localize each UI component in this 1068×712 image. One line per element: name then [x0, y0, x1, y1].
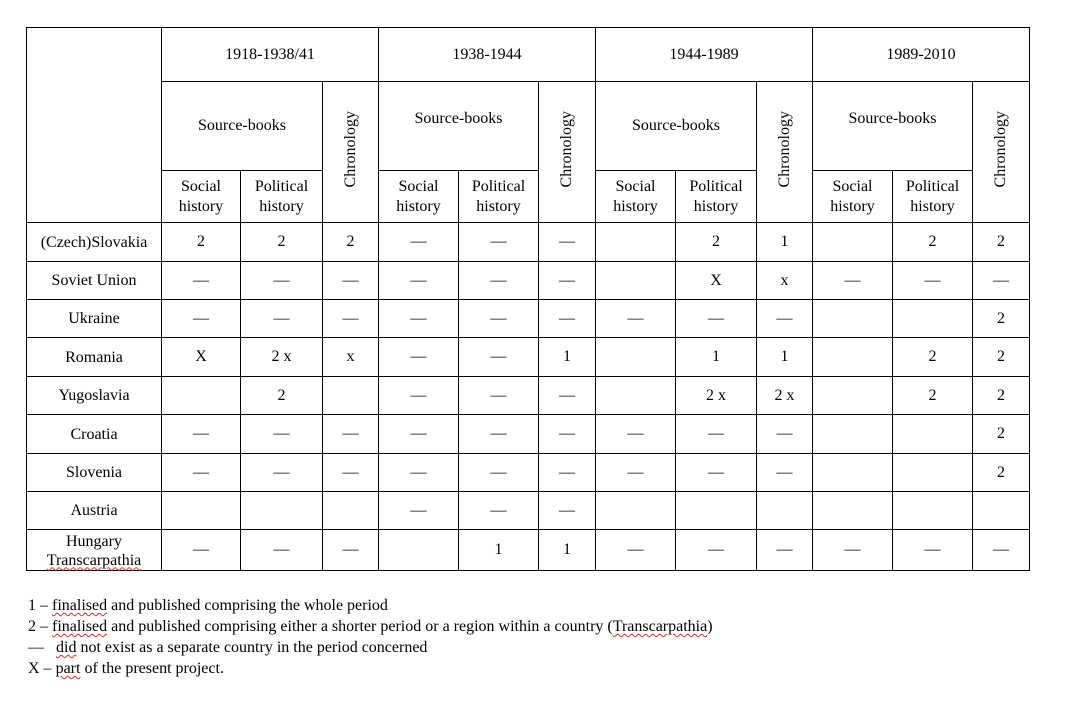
- value-cell: —: [459, 338, 539, 377]
- value-cell: 2: [893, 377, 973, 415]
- value-cell: [973, 492, 1030, 530]
- chronology-header: Chronology: [973, 82, 1030, 223]
- value-cell: [379, 530, 459, 571]
- value-cell: —: [539, 300, 596, 338]
- value-cell: —: [459, 262, 539, 300]
- political-history-header: Political history: [676, 171, 757, 223]
- value-cell: 2: [676, 223, 757, 262]
- value-cell: [323, 377, 379, 415]
- table-row: [27, 377, 1030, 415]
- value-cell: —: [241, 300, 323, 338]
- political-history-header: Political history: [459, 171, 539, 223]
- value-cell: —: [596, 415, 676, 454]
- value-cell: —: [241, 530, 323, 571]
- chronology-header: Chronology: [323, 82, 379, 223]
- value-cell: [893, 415, 973, 454]
- value-cell: —: [539, 262, 596, 300]
- value-cell: 1: [539, 338, 596, 377]
- legend-line-3: — did not exist as a separate country in the period concerned: [28, 639, 428, 656]
- value-cell: —: [757, 530, 813, 571]
- value-cell: —: [379, 492, 459, 530]
- value-cell: [813, 492, 893, 530]
- value-cell: [893, 454, 973, 492]
- value-cell: [162, 492, 241, 530]
- social-history-header: Social history: [162, 171, 241, 223]
- political-history-header: Political history: [893, 171, 973, 223]
- value-cell: [893, 300, 973, 338]
- legend-line-2: 2 – finalised and published comprising either a shorter period or a region within a country (Transcarpathia): [28, 618, 713, 635]
- value-cell: —: [973, 262, 1030, 300]
- value-cell: —: [539, 492, 596, 530]
- value-cell: —: [676, 454, 757, 492]
- value-cell: [813, 300, 893, 338]
- value-cell: [676, 492, 757, 530]
- value-cell: [596, 492, 676, 530]
- social-history-header: Social history: [379, 171, 459, 223]
- value-cell: —: [539, 223, 596, 262]
- value-cell: —: [459, 223, 539, 262]
- value-cell: —: [323, 300, 379, 338]
- value-cell: X: [676, 262, 757, 300]
- value-cell: —: [162, 415, 241, 454]
- period-header: 1918-1938/41: [162, 28, 379, 82]
- value-cell: —: [162, 530, 241, 571]
- country-cell: Romania: [27, 338, 162, 377]
- country-cell: Croatia: [27, 415, 162, 454]
- value-cell: —: [162, 300, 241, 338]
- corner-cell: [27, 28, 162, 223]
- value-cell: [813, 377, 893, 415]
- social-history-header: Social history: [596, 171, 676, 223]
- value-cell: 2: [893, 338, 973, 377]
- value-cell: —: [379, 415, 459, 454]
- value-cell: 2 x: [757, 377, 813, 415]
- value-cell: —: [676, 530, 757, 571]
- value-cell: 2: [973, 415, 1030, 454]
- value-cell: —: [459, 492, 539, 530]
- value-cell: [813, 415, 893, 454]
- value-cell: 1: [676, 338, 757, 377]
- political-history-header: Political history: [241, 171, 323, 223]
- value-cell: [757, 492, 813, 530]
- value-cell: —: [539, 415, 596, 454]
- value-cell: —: [596, 454, 676, 492]
- value-cell: 2: [241, 377, 323, 415]
- table-row: [27, 223, 1030, 262]
- value-cell: —: [757, 415, 813, 454]
- value-cell: —: [539, 454, 596, 492]
- social-history-header: Social history: [813, 171, 893, 223]
- value-cell: 2: [893, 223, 973, 262]
- table-row: [27, 492, 1030, 530]
- value-cell: —: [676, 300, 757, 338]
- period-header: 1944-1989: [596, 28, 813, 82]
- source-books-header: Source-books: [379, 82, 539, 171]
- country-cell: Slovenia: [27, 454, 162, 492]
- value-cell: —: [893, 530, 973, 571]
- source-books-header-row: [27, 82, 1030, 171]
- value-cell: [162, 377, 241, 415]
- value-cell: [596, 377, 676, 415]
- source-books-header: Source-books: [162, 82, 323, 171]
- value-cell: —: [241, 415, 323, 454]
- value-cell: —: [379, 262, 459, 300]
- value-cell: —: [379, 300, 459, 338]
- country-cell: Soviet Union: [27, 262, 162, 300]
- value-cell: —: [162, 454, 241, 492]
- value-cell: —: [813, 530, 893, 571]
- value-cell: 1: [459, 530, 539, 571]
- table-row: [27, 338, 1030, 377]
- subheader-row: [27, 171, 1030, 223]
- value-cell: 2 x: [241, 338, 323, 377]
- value-cell: —: [973, 530, 1030, 571]
- legend-line-4: X – part of the present project.: [28, 660, 224, 677]
- country-cell: Hungary Transcarpathia: [27, 530, 162, 571]
- value-cell: [596, 338, 676, 377]
- value-cell: —: [539, 377, 596, 415]
- value-cell: —: [241, 262, 323, 300]
- value-cell: —: [379, 338, 459, 377]
- value-cell: 2: [973, 300, 1030, 338]
- value-cell: 2: [973, 338, 1030, 377]
- value-cell: —: [813, 262, 893, 300]
- value-cell: —: [459, 377, 539, 415]
- table-row: [27, 415, 1030, 454]
- value-cell: —: [162, 262, 241, 300]
- value-cell: 1: [757, 223, 813, 262]
- table-row: [27, 530, 1030, 571]
- value-cell: —: [596, 300, 676, 338]
- value-cell: —: [379, 454, 459, 492]
- value-cell: 2: [973, 454, 1030, 492]
- legend-line-1: 1 – finalised and published comprising the whole period: [28, 597, 388, 614]
- value-cell: [813, 454, 893, 492]
- value-cell: [893, 492, 973, 530]
- value-cell: [813, 223, 893, 262]
- value-cell: [813, 338, 893, 377]
- value-cell: 2 x: [676, 377, 757, 415]
- value-cell: 2: [973, 377, 1030, 415]
- period-header: 1989-2010: [813, 28, 1030, 82]
- country-cell: Yugoslavia: [27, 377, 162, 415]
- source-books-table: [26, 27, 1030, 571]
- value-cell: [596, 262, 676, 300]
- source-books-header: Source-books: [813, 82, 973, 171]
- chronology-header: Chronology: [757, 82, 813, 223]
- chronology-header: Chronology: [539, 82, 596, 223]
- value-cell: —: [757, 454, 813, 492]
- value-cell: —: [676, 415, 757, 454]
- value-cell: —: [757, 300, 813, 338]
- country-cell: Ukraine: [27, 300, 162, 338]
- value-cell: —: [323, 415, 379, 454]
- table-row: [27, 300, 1030, 338]
- value-cell: 2: [323, 223, 379, 262]
- source-books-header: Source-books: [596, 82, 757, 171]
- country-cell: (Czech)Slovakia: [27, 223, 162, 262]
- value-cell: [241, 492, 323, 530]
- country-cell: Austria: [27, 492, 162, 530]
- value-cell: 2: [241, 223, 323, 262]
- value-cell: [323, 492, 379, 530]
- value-cell: X: [162, 338, 241, 377]
- value-cell: —: [596, 530, 676, 571]
- value-cell: 1: [757, 338, 813, 377]
- period-header: 1938-1944: [379, 28, 596, 82]
- value-cell: x: [757, 262, 813, 300]
- value-cell: —: [459, 415, 539, 454]
- value-cell: 2: [162, 223, 241, 262]
- value-cell: —: [323, 454, 379, 492]
- value-cell: —: [379, 377, 459, 415]
- value-cell: 1: [539, 530, 596, 571]
- value-cell: x: [323, 338, 379, 377]
- value-cell: —: [323, 262, 379, 300]
- legend: [28, 595, 713, 679]
- value-cell: —: [241, 454, 323, 492]
- value-cell: —: [459, 454, 539, 492]
- value-cell: —: [379, 223, 459, 262]
- value-cell: —: [893, 262, 973, 300]
- value-cell: —: [323, 530, 379, 571]
- value-cell: [596, 223, 676, 262]
- value-cell: —: [459, 300, 539, 338]
- table-row: [27, 454, 1030, 492]
- period-header-row: [27, 28, 1030, 82]
- table-row: [27, 262, 1030, 300]
- value-cell: 2: [973, 223, 1030, 262]
